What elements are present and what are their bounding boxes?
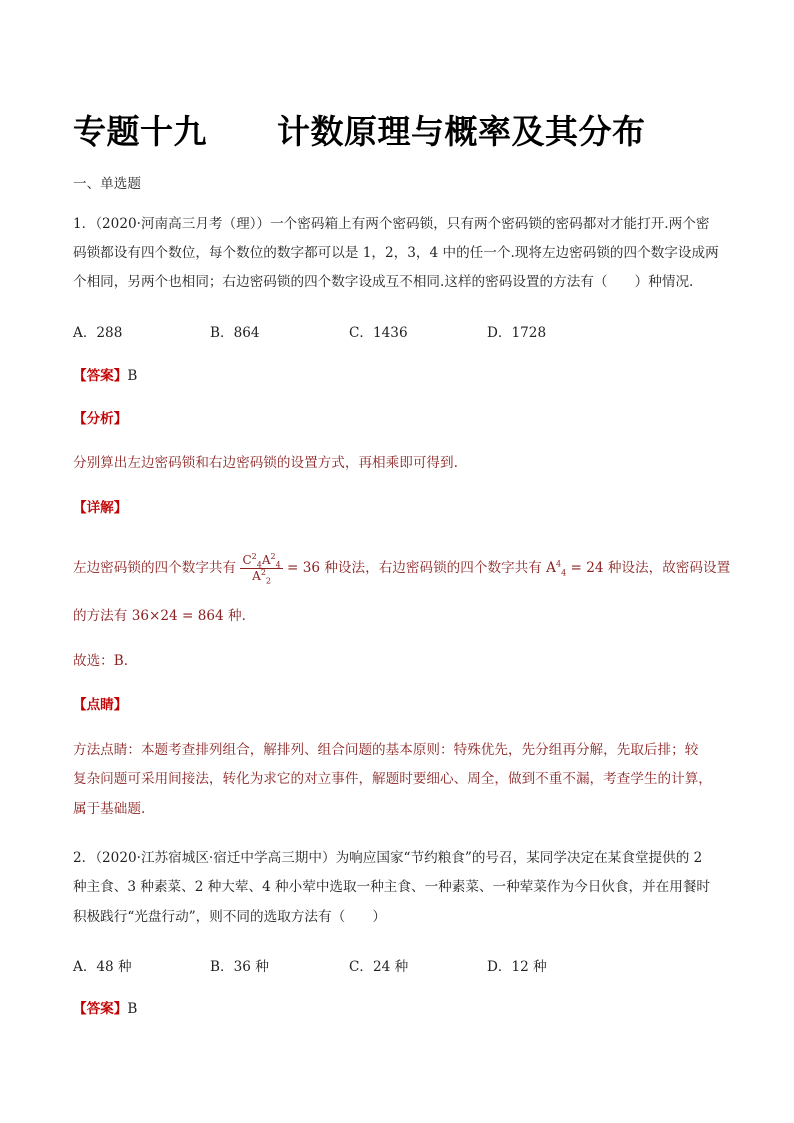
q1-stem-line-1: 1．（2020·河南高三月考（理））一个密码箱上有两个密码锁，只有两个密码锁的密码都对才能打开.两个密 (73, 216, 710, 232)
q1-option-b: B．864 (210, 325, 260, 341)
q1-detail-line-2: 的方法有 36×24 = 864 种. (73, 608, 246, 624)
detail-text-eq2: = 24 种设法，故密码设置 (566, 560, 731, 576)
combination-fraction (240, 553, 282, 584)
detail-text-pre: 左边密码锁的四个数字共有 (73, 560, 237, 576)
a-symbol: A (261, 553, 271, 567)
q2-option-c: C．24 种 (349, 959, 409, 975)
a-den-sub: 2 (265, 576, 271, 586)
q1-detail-tag: 【详解】 (73, 500, 128, 516)
q2-stem-line-1: 2．（2020·江苏宿城区·宿迁中学高三期中）为响应国家“节约粮食”的号召，某同学决定在某食堂提供的 2 (73, 850, 703, 866)
section-heading: 一、单选题 (73, 176, 141, 192)
a-sup: 2 (270, 552, 276, 561)
q1-comment-line-1: 方法点睛：本题考查排列组合，解排列、组合问题的基本原则：特殊优先，先分组再分解，先取后排；较 (73, 742, 699, 758)
q1-analysis-tag: 【分析】 (73, 411, 128, 427)
c-sub: 4 (256, 560, 262, 570)
a-den-sup: 2 (260, 568, 266, 577)
q2-answer (73, 999, 137, 1019)
q1-comment-tag: 【点睛】 (73, 697, 128, 713)
q2-stem-line-3: 积极践行“光盘行动”，则不同的选取方法有（ ） (73, 909, 386, 925)
q1-option-c: C．1436 (349, 325, 408, 341)
answer-value: B (127, 1001, 138, 1017)
c-sup: 2 (251, 552, 257, 561)
perm-sup: 4 (555, 559, 562, 569)
title-topic-number: 专题十九 (73, 112, 207, 151)
a-sub: 4 (275, 560, 281, 570)
q1-comment-line-3: 属于基础题. (73, 801, 146, 817)
q2-stem-line-2: 种主食、3 种素菜、2 种大荤、4 种小荤中选取一种主食、一种素菜、一种荤菜作为今日伙食，并在用餐时 (73, 879, 711, 895)
q2-option-b: B．36 种 (210, 959, 269, 975)
q1-choose: 故选：B. (73, 653, 129, 669)
q2-option-a: A．48 种 (73, 959, 132, 975)
q1-detail-line-1 (73, 548, 730, 588)
title-topic-name: 计数原理与概率及其分布 (277, 112, 646, 151)
a-den-symbol: A (252, 569, 261, 583)
q1-comment-line-2: 复杂问题可采用间接法，转化为求它的对立事件，解题时要细心、周全，做到不重不漏，考查学生的计算， (73, 771, 712, 787)
q1-option-d: D．1728 (487, 325, 547, 341)
q1-stem-line-2: 码锁都设有四个数位，每个数位的数字都可以是 1，2，3，4 中的任一个.现将左边密码锁的四个数字设成两 (73, 245, 719, 261)
answer-tag: 【答案】 (73, 1001, 128, 1017)
q1-analysis-text: 分别算出左边密码锁和右边密码锁的设置方式，再相乘即可得到. (73, 455, 458, 471)
fraction-denominator (240, 569, 282, 584)
q1-option-a: A．288 (73, 325, 123, 341)
fraction-numerator (240, 553, 282, 569)
answer-value: B (127, 368, 138, 384)
perm-sub: 4 (561, 568, 567, 578)
q1-answer (73, 366, 137, 386)
q1-stem-line-3: 个相同，另两个也相同；右边密码锁的四个数字设成互不相同.这样的密码设置的方法有（ ）种情况. (73, 274, 694, 290)
page-title (73, 106, 646, 153)
c-symbol: C (242, 553, 252, 567)
answer-tag: 【答案】 (73, 368, 128, 384)
q2-option-d: D．12 种 (487, 959, 547, 975)
detail-text-eq1: = 36 种设法，右边密码锁的四个数字共有 A (282, 560, 556, 576)
